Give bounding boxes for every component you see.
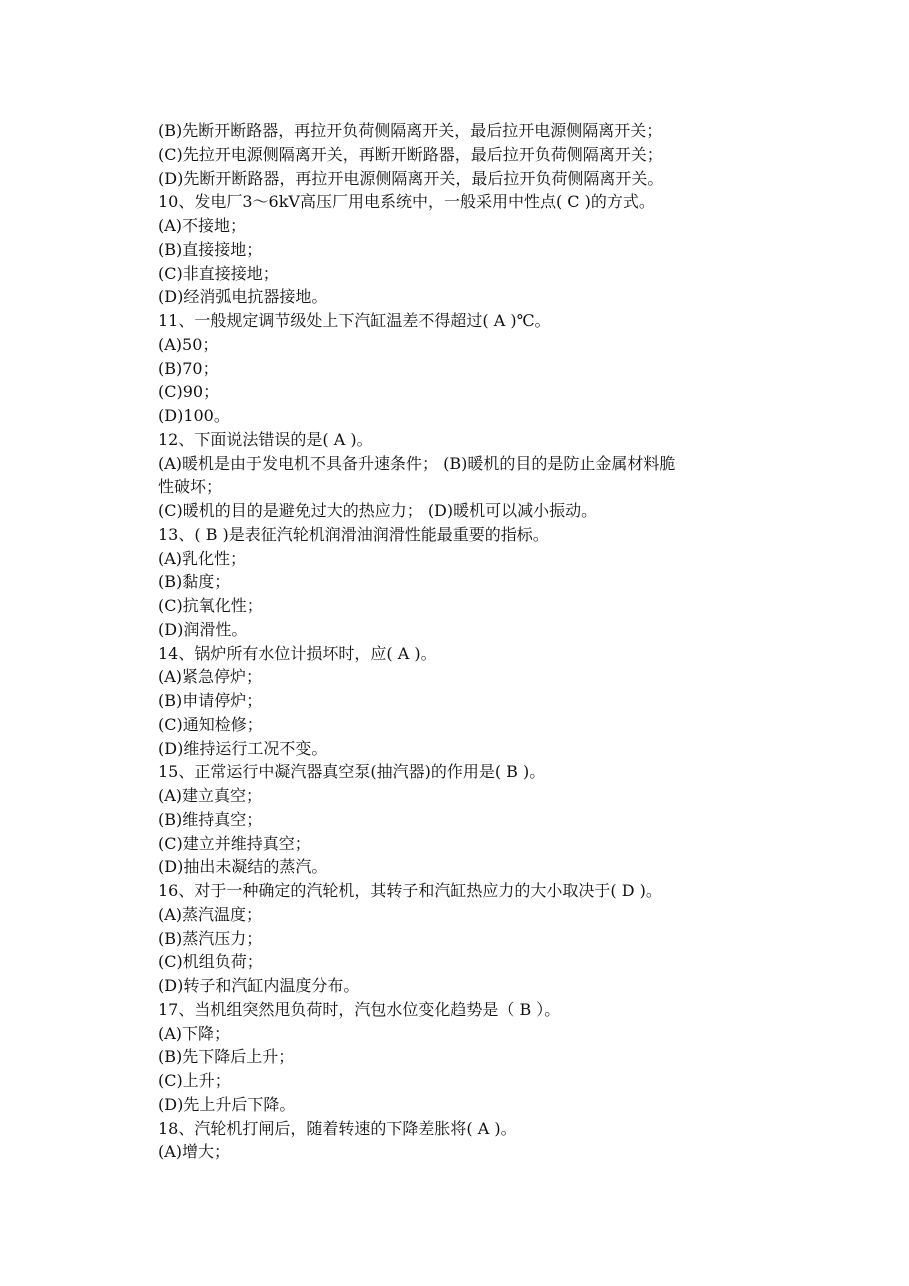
option-line: (A)50； — [158, 334, 219, 354]
option-line: (D)维持运行工况不变。 — [158, 738, 328, 758]
option-line: (C)机组负荷； — [158, 952, 263, 972]
option-line: (D)抽出未凝结的蒸汽。 — [158, 857, 328, 877]
option-line: (A)蒸汽温度； — [158, 904, 263, 924]
option-line: (A)紧急停炉； — [158, 667, 263, 687]
option-line: (A)建立真空； — [158, 786, 263, 805]
option-line: (B)蒸汽压力； — [158, 928, 263, 948]
option-line: (A)增大； — [158, 1142, 231, 1162]
option-line: (B)申请停炉； — [158, 691, 263, 710]
option-line: (C)暖机的目的是避免过大的热应力； (D)暖机可以减小振动。 — [158, 501, 598, 520]
option-line: (A)暖机是由于发电机不具备升速条件； (B)暖机的目的是防止金属材料脆 — [158, 453, 676, 473]
option-line: (D)润滑性。 — [158, 619, 248, 639]
option-line: (B)直接接地； — [158, 239, 263, 259]
option-line: (D)100。 — [158, 406, 230, 425]
question-15: 15、正常运行中凝汽器真空泵(抽汽器)的作用是( B )。 — [158, 762, 546, 782]
option-line: (B)70； — [158, 358, 219, 378]
option-line: (A)不接地； — [158, 216, 247, 235]
text-line: (D)先断开断路器，再拉开电源侧隔离开关，最后拉开负荷侧隔离开关。 — [158, 168, 664, 188]
question-17: 17、当机组突然甩负荷时，汽包水位变化趋势是（ B ）。 — [158, 999, 561, 1019]
option-line: (A)下降； — [158, 1023, 231, 1043]
text-line: (C)先拉开电源侧隔离开关，再断开断路器，最后拉开负荷侧隔离开关； — [158, 144, 663, 164]
question-11: 11、一般规定调节级处上下汽缸温差不得超过( A )℃。 — [158, 311, 551, 330]
option-line: (D)转子和汽缸内温度分布。 — [158, 976, 360, 995]
option-line: (C)抗氧化性； — [158, 596, 263, 615]
question-10: 10、发电厂3～6kV高压厂用电系统中，一般采用中性点( C )的方式。 — [158, 192, 655, 212]
option-line: (C)90； — [158, 382, 220, 402]
question-13: 13、( B )是表征汽轮机润滑油润滑性能最重要的指标。 — [158, 524, 549, 544]
option-line: (C)非直接接地； — [158, 263, 279, 283]
text-line: (B)先断开断路器，再拉开负荷侧隔离开关，最后拉开电源侧隔离开关； — [158, 121, 663, 140]
question-12: 12、下面说法错误的是( A )。 — [158, 429, 373, 449]
option-line: (A)乳化性； — [158, 548, 247, 568]
option-line: (C)建立并维持真空； — [158, 833, 311, 853]
question-16: 16、对于一种确定的汽轮机，其转子和汽缸热应力的大小取决于( D )。 — [158, 881, 662, 900]
question-18: 18、汽轮机打闸后，随着转速的下降差胀将( A )。 — [158, 1118, 517, 1138]
question-14: 14、锅炉所有水位计损坏时，应( A )。 — [158, 643, 437, 663]
option-line: 性破坏； — [158, 477, 223, 497]
option-line: (B)先下降后上升； — [158, 1047, 295, 1067]
option-line: (C)上升； — [158, 1071, 231, 1090]
option-line: (D)经消弧电抗器接地。 — [158, 287, 328, 307]
option-line: (C)通知检修； — [158, 714, 263, 734]
option-line: (B)黏度； — [158, 572, 231, 592]
document-body — [158, 119, 778, 1164]
option-line: (B)维持真空； — [158, 809, 263, 829]
option-line: (D)先上升后下降。 — [158, 1094, 296, 1114]
